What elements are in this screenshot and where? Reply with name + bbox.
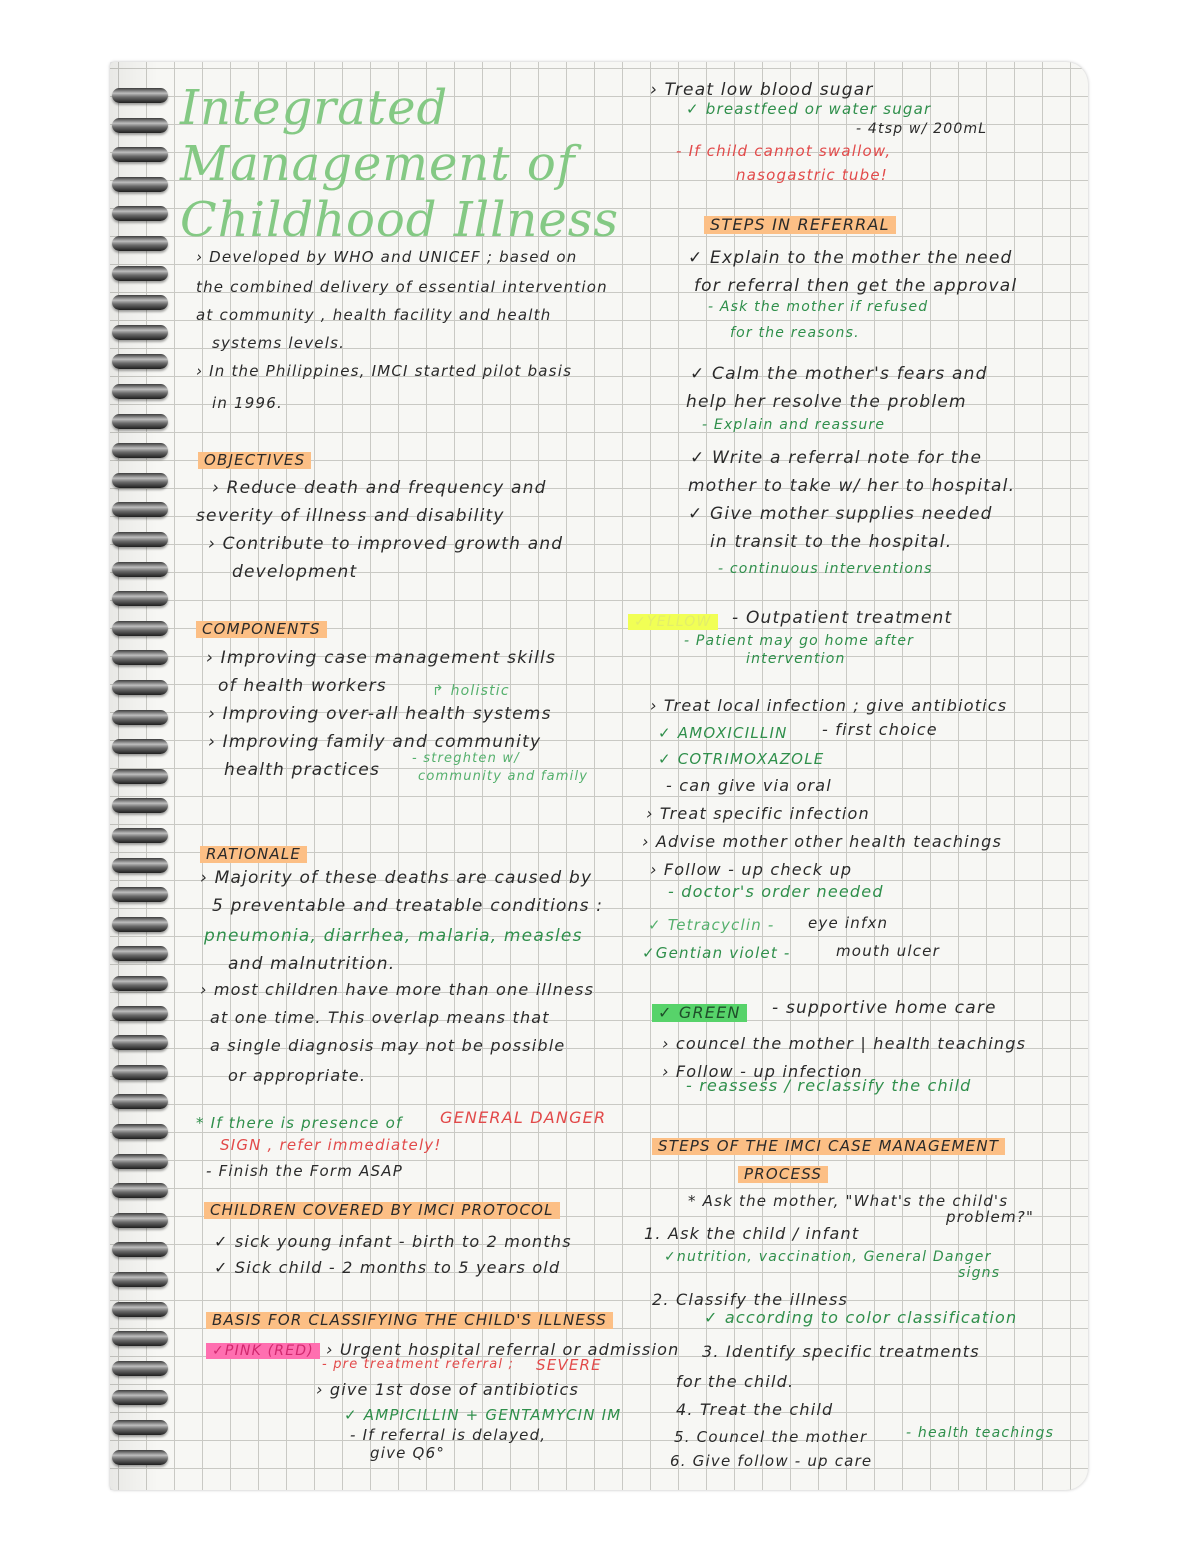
step-2: 2. Classify the illness [652, 1290, 849, 1309]
ng-tube: nasogastric tube! [736, 166, 889, 184]
spiral-ring [112, 621, 168, 636]
spiral-ring [112, 206, 168, 221]
spiral-ring [112, 1124, 168, 1139]
components-note-strengthen: community and family [418, 769, 589, 784]
spiral-ring [112, 147, 168, 162]
pink-sub: - pre treatment referral ; [322, 1357, 515, 1372]
step-5-note: - health teachings [906, 1425, 1055, 1441]
children-heading: CHILDREN COVERED BY IMCI PROTOCOL [204, 1202, 560, 1219]
spiral-ring [112, 532, 168, 547]
doctor-order: - doctor's order needed [668, 882, 884, 901]
rationale-line: › Majority of these deaths are caused by [200, 868, 593, 888]
spiral-binding [112, 88, 170, 1478]
step-1: 1. Ask the child / infant [644, 1224, 860, 1243]
children-line: ✓ sick young infant - birth to 2 months [214, 1232, 572, 1251]
ask-mother: * Ask the mother, "What's the child's [688, 1192, 1009, 1210]
spiral-ring [112, 354, 168, 369]
components-note-strengthen: - streghten w/ [412, 751, 520, 766]
cannot-swallow: - If child cannot swallow, [676, 142, 892, 160]
spiral-ring [112, 266, 168, 281]
referral-sub: for the reasons. [730, 325, 860, 341]
treat-local: › Treat local infection ; give antibiotics [650, 696, 1008, 715]
intro-line: systems levels. [212, 334, 346, 352]
finish-form: - Finish the Form ASAP [206, 1162, 403, 1180]
ask-mother: problem?" [946, 1208, 1035, 1226]
spiral-ring [112, 1035, 168, 1050]
spiral-ring [112, 88, 168, 103]
spiral-ring [112, 1183, 168, 1198]
referral-heading: STEPS IN REFERRAL [704, 216, 896, 234]
objectives-line: › Reduce death and frequency and [212, 478, 547, 498]
write-line: in transit to the hospital. [710, 532, 953, 552]
rationale-line: a single diagnosis may not be possible [210, 1036, 566, 1055]
pink-text: › Urgent hospital referral or admission [326, 1340, 680, 1359]
title-line-2: Management of [180, 136, 576, 192]
danger-note: SIGN , refer immediately! [220, 1136, 442, 1154]
spiral-ring [112, 680, 168, 695]
spiral-ring [112, 858, 168, 873]
spiral-ring [112, 739, 168, 754]
rationale-line: 5 preventable and treatable conditions : [212, 896, 604, 916]
rationale-conditions: and malnutrition. [228, 954, 396, 974]
amoxicillin-note: - first choice [822, 720, 938, 739]
yellow-more: › Follow - up check up [650, 860, 853, 879]
write-line: ✓ Write a referral note for the [690, 448, 983, 468]
spiral-ring [112, 414, 168, 429]
spiral-ring [112, 591, 168, 606]
intro-line: › In the Philippines, IMCI started pilot basis [196, 362, 573, 380]
spiral-ring [112, 473, 168, 488]
spiral-ring [112, 769, 168, 784]
spiral-ring [112, 917, 168, 932]
step-5: 5. Councel the mother [674, 1428, 868, 1446]
rationale-line: or appropriate. [228, 1066, 367, 1085]
spiral-ring [112, 1006, 168, 1021]
step-4: 4. Treat the child [676, 1400, 834, 1419]
spiral-ring [112, 1154, 168, 1169]
yellow-more: › Treat specific infection [646, 804, 870, 823]
referral-line: ✓ Explain to the mother the need [688, 248, 1013, 268]
step-6: 6. Give follow - up care [670, 1452, 873, 1470]
rationale-heading: RATIONALE [200, 846, 307, 863]
tetracyclin-note: eye infxn [808, 914, 889, 932]
spiral-ring [112, 236, 168, 251]
spiral-ring [112, 1450, 168, 1465]
pink-dose: › give 1st dose of antibiotics [316, 1380, 579, 1399]
title-line-1: Integrated [180, 80, 449, 136]
objectives-line: severity of illness and disability [196, 506, 505, 526]
pink-label: ✓PINK (RED) [206, 1343, 320, 1359]
danger-note: * If there is presence of [196, 1114, 403, 1132]
spiral-ring [112, 1065, 168, 1080]
spiral-ring [112, 887, 168, 902]
spiral-ring [112, 1390, 168, 1405]
step-1-sub: ✓nutrition, vaccination, General Danger [664, 1249, 992, 1265]
write-line: ✓ Give mother supplies needed [688, 504, 993, 524]
pink-drug: ✓ AMPICILLIN + GENTAMYCIN IM [344, 1406, 622, 1424]
components-line: of health workers [218, 676, 387, 696]
rationale-line: › most children have more than one illness [200, 980, 595, 999]
green-label: ✓ GREEN [652, 1004, 747, 1022]
spiral-ring [112, 798, 168, 813]
spiral-ring [112, 1272, 168, 1287]
calm-line: ✓ Calm the mother's fears and [690, 364, 988, 384]
spiral-ring [112, 1094, 168, 1109]
green-text: - supportive home care [772, 998, 997, 1018]
spiral-ring [112, 650, 168, 665]
intro-line: › Developed by WHO and UNICEF ; based on [196, 248, 578, 266]
spiral-ring [112, 384, 168, 399]
step-1-sub: signs [958, 1265, 1001, 1281]
yellow-sub: - Patient may go home after [684, 633, 915, 649]
treat-low-sugar: › Treat low blood sugar [650, 80, 874, 100]
step-3: 3. Identify specific treatments [702, 1342, 980, 1361]
step-3b: for the child. [676, 1372, 795, 1391]
components-line: › Improving over-all health systems [208, 704, 552, 724]
rationale-line: at one time. This overlap means that [210, 1008, 550, 1027]
intro-line: in 1996. [212, 394, 283, 412]
oral: - can give via oral [666, 776, 832, 795]
danger-note-red: GENERAL DANGER [440, 1108, 607, 1127]
calm-sub: - Explain and reassure [702, 417, 886, 433]
green-item: › councel the mother | health teachings [662, 1034, 1027, 1053]
cotrimoxazole: ✓ COTRIMOXAZOLE [658, 750, 825, 768]
spiral-ring [112, 502, 168, 517]
amoxicillin: ✓ AMOXICILLIN [658, 724, 788, 742]
spiral-ring [112, 118, 168, 133]
spiral-ring [112, 1242, 168, 1257]
objectives-line: › Contribute to improved growth and [208, 534, 564, 554]
spiral-ring [112, 177, 168, 192]
gentian-violet: ✓Gentian violet - [642, 944, 791, 962]
components-line: health practices [224, 760, 381, 780]
spiral-ring [112, 562, 168, 577]
spiral-ring [112, 976, 168, 991]
spiral-ring [112, 710, 168, 725]
continuous: - continuous interventions [718, 561, 933, 577]
steps-heading: STEPS OF THE IMCI CASE MANAGEMENT [652, 1138, 1005, 1155]
spiral-ring [112, 325, 168, 340]
pink-sub-severe: SEVERE [536, 1356, 602, 1374]
spiral-ring [112, 1213, 168, 1228]
pink-delay: - If referral is delayed, [350, 1426, 547, 1444]
tetracyclin: ✓ Tetracyclin - [648, 916, 775, 934]
spiral-ring [112, 946, 168, 961]
spiral-ring [112, 1331, 168, 1346]
yellow-sub: intervention [746, 651, 846, 667]
spiral-ring [112, 828, 168, 843]
objectives-line: development [232, 562, 358, 582]
yellow-text: - Outpatient treatment [732, 608, 953, 628]
green-item: › Follow - up infection [662, 1062, 863, 1081]
breastfeed: ✓ breastfeed or water sugar [686, 100, 932, 118]
referral-line: for referral then get the approval [694, 276, 1018, 296]
spiral-ring [112, 1302, 168, 1317]
intro-line: the combined delivery of essential intervention [196, 278, 608, 296]
components-note-holistic: ↱ holistic [432, 683, 510, 699]
components-heading: COMPONENTS [196, 621, 327, 638]
components-line: › Improving family and community [208, 732, 542, 752]
referral-sub: - Ask the mother if refused [708, 299, 929, 315]
components-line: › Improving case management skills [206, 648, 557, 668]
spiral-ring [112, 1361, 168, 1376]
intro-line: at community , health facility and health [196, 306, 552, 324]
yellow-more: › Advise mother other health teachings [642, 832, 1003, 851]
title-line-3: Childhood Illness [180, 192, 620, 248]
rationale-conditions: pneumonia, diarrhea, malaria, measles [204, 926, 583, 946]
steps-heading: PROCESS [738, 1166, 828, 1183]
green-sub: - reassess / reclassify the child [686, 1076, 972, 1095]
spiral-ring [112, 295, 168, 310]
breastfeed-dose: - 4tsp w/ 200mL [856, 121, 988, 137]
step-2-sub: ✓ according to color classification [704, 1308, 1018, 1327]
calm-line: help her resolve the problem [686, 392, 967, 412]
pink-delay: give Q6° [370, 1444, 446, 1462]
spiral-ring [112, 1420, 168, 1435]
gentian-note: mouth ulcer [836, 942, 940, 960]
yellow-label: ✓YELLOW [628, 614, 718, 630]
spiral-ring [112, 443, 168, 458]
objectives-heading: OBJECTIVES [198, 452, 311, 469]
children-line: ✓ Sick child - 2 months to 5 years old [214, 1258, 561, 1277]
write-line: mother to take w/ her to hospital. [688, 476, 1016, 496]
basis-heading: BASIS FOR CLASSIFYING THE CHILD'S ILLNESS [206, 1312, 613, 1329]
